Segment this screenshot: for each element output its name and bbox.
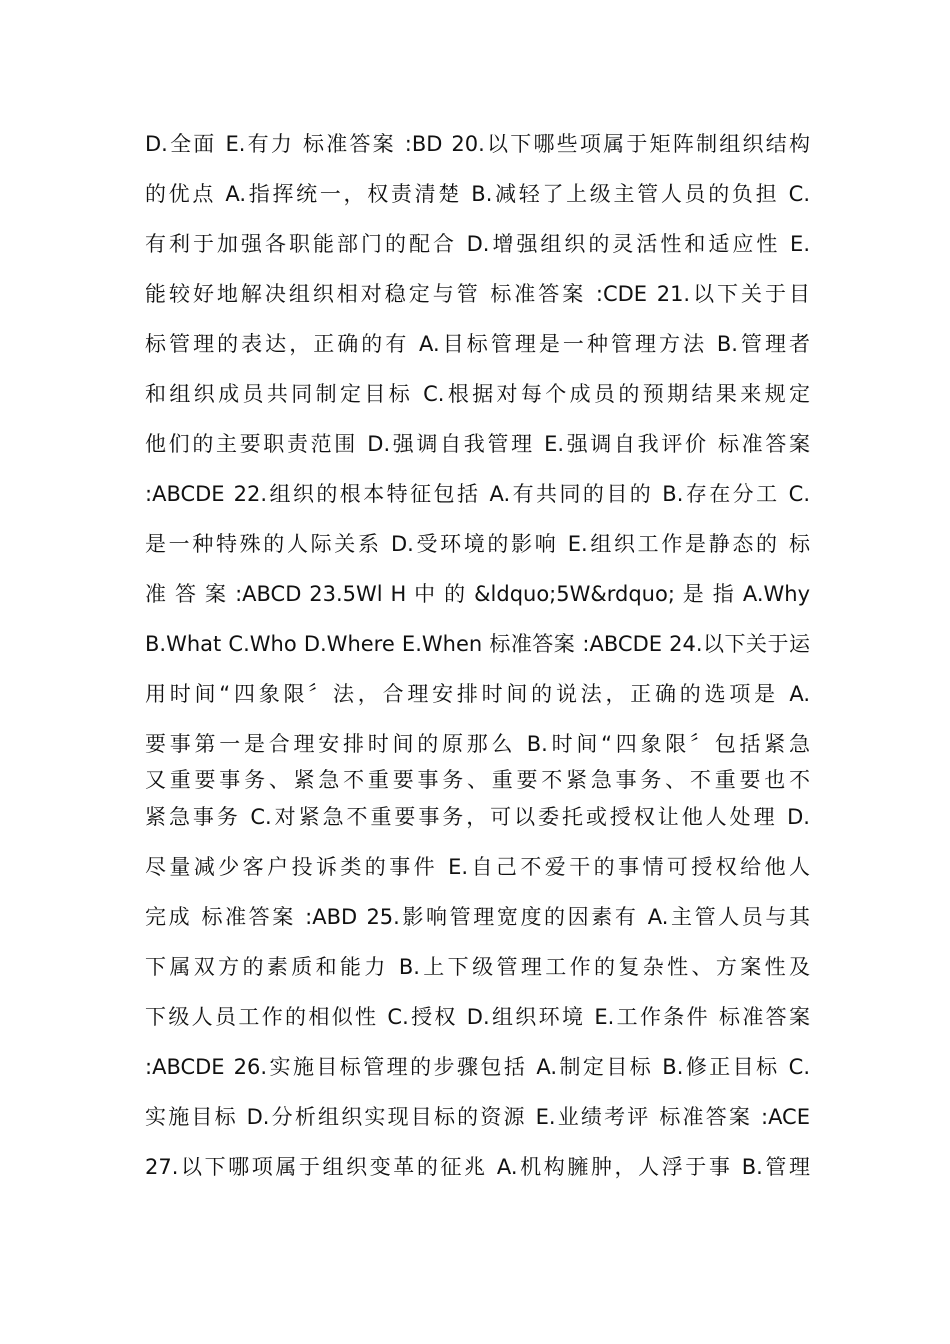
text-line: 又重要事务、紧急不重要事务、重要不紧急事务、不重要也不 (145, 768, 810, 792)
text-line: 紧急事务 C.对紧急不重要事务，可以委托或授权让他人处理 D. (145, 805, 810, 829)
text-line: 下属双方的素质和能力 B.上下级管理工作的复杂性、方案性及 (145, 955, 810, 979)
text-line: 尽量减少客户投诉类的事件 E.自己不爱干的事情可授权给他人 (145, 855, 810, 879)
text-line: 实施目标 D.分析组织实现目标的资源 E.业绩考评 标准答案 :ACE (145, 1105, 810, 1129)
text-line: 下级人员工作的相似性 C.授权 D.组织环境 E.工作条件 标准答案 (145, 1005, 810, 1029)
text-line: :ABCDE 26.实施目标管理的步骤包括 A.制定目标 B.修正目标 C. (145, 1055, 810, 1079)
text-line: :ABCDE 22.组织的根本特征包括 A.有共同的目的 B.存在分工 C. (145, 482, 810, 506)
text-line: 完成 标准答案 :ABD 25.影响管理宽度的因素有 A.主管人员与其 (145, 905, 810, 929)
text-line: 的优点 A.指挥统一，权责清楚 B.减轻了上级主管人员的负担 C. (145, 182, 810, 206)
text-line: 要事第一是合理安排时间的原那么 B.时间“四象限〞包括紧急 (145, 732, 810, 756)
text-line: 和组织成员共同制定目标 C.根据对每个成员的预期结果来规定 (145, 382, 810, 406)
text-line: 能较好地解决组织相对稳定与管 标准答案 :CDE 21.以下关于目 (145, 282, 810, 306)
text-line: 准 答 案 :ABCD 23.5Wl H 中 的 &ldquo;5W&rdquo; 是 指 A.Why (145, 582, 810, 606)
text-line: 用时间“四象限〞法，合理安排时间的说法，正确的选项是 A. (145, 682, 810, 706)
text-line: 27.以下哪项属于组织变革的征兆 A.机构臃肿，人浮于事 B.管理 (145, 1155, 810, 1179)
text-line: 标管理的表达，正确的有 A.目标管理是一种管理方法 B.管理者 (145, 332, 810, 356)
text-line: D.全面 E.有力 标准答案 :BD 20.以下哪些项属于矩阵制组织结构 (145, 132, 810, 156)
text-line: 他们的主要职责范围 D.强调自我管理 E.强调自我评价 标准答案 (145, 432, 810, 456)
text-line: 有利于加强各职能部门的配合 D.增强组织的灵活性和适应性 E. (145, 232, 810, 256)
text-line: 是一种特殊的人际关系 D.受环境的影响 E.组织工作是静态的 标 (145, 532, 810, 556)
text-line: B.What C.Who D.Where E.When 标准答案 :ABCDE 24.以下关于运 (145, 632, 810, 656)
